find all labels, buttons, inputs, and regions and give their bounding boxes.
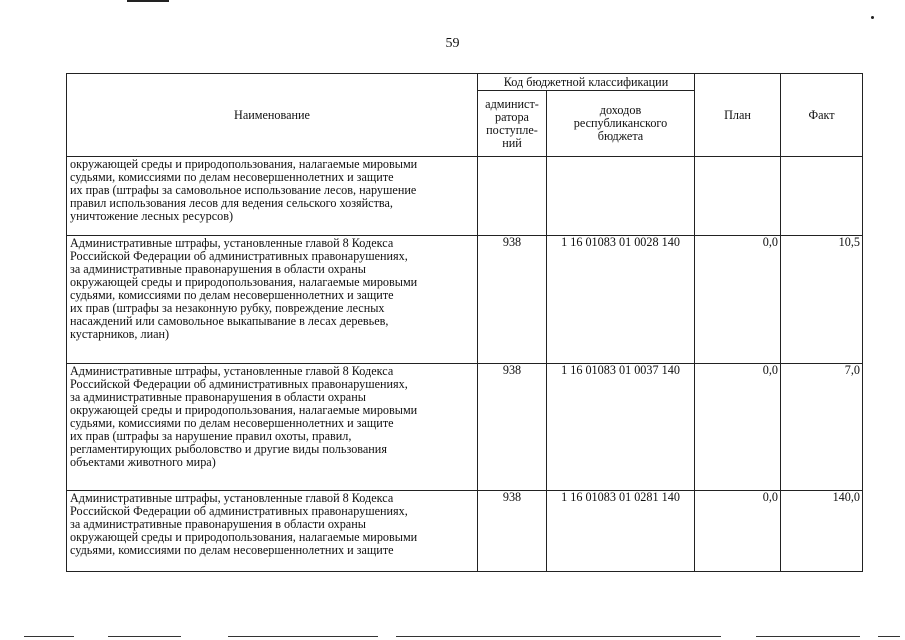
- header-fact: Факт: [781, 74, 863, 157]
- row-name: Административные штрафы, установленные главой 8 Кодекса Российской Федерации об административных правонарушениях, за административные правонарушения в области охраны окружающей среды и природопользования, налагаемые мировыми судьями, комиссиями по делам несовершеннолетних и защите их прав (штрафы за нарушение правил охоты, правил, регламентирующих рыболовство и другие виды пользования объектами животного мира): [67, 364, 478, 491]
- table-row: [67, 157, 863, 236]
- page-number: 59: [445, 36, 460, 51]
- row-name: Административные штрафы, установленные главой 8 Кодекса Российской Федерации об административных правонарушениях, за административные правонарушения в области охраны окружающей среды и природопользования, налагаемые мировыми судьями, комиссиями по делам несовершеннолетних и защите их прав (штрафы за незаконную рубку, повреждение лесных насаждений или самовольное выкапывание в лесах деревьев, кустарников, лиан): [67, 236, 478, 364]
- scan-rule: [396, 636, 721, 637]
- row-revenue-code: 1 16 01083 01 0037 140: [547, 364, 695, 491]
- row-fact: [781, 157, 863, 236]
- header-name: Наименование: [67, 74, 478, 157]
- row-revenue-code: [547, 157, 695, 236]
- scan-rule: [756, 636, 860, 637]
- scan-rule: [108, 636, 181, 637]
- table-row: [67, 491, 863, 572]
- scan-mark-dot: [871, 16, 874, 19]
- table-row: [67, 236, 863, 364]
- row-admin-code: 938: [478, 364, 547, 491]
- row-fact: 140,0: [781, 491, 863, 572]
- row-fact: 10,5: [781, 236, 863, 364]
- row-revenue-code: 1 16 01083 01 0028 140: [547, 236, 695, 364]
- row-plan: 0,0: [695, 364, 781, 491]
- row-fact: 7,0: [781, 364, 863, 491]
- scan-rule: [228, 636, 378, 637]
- row-revenue-code: 1 16 01083 01 0281 140: [547, 491, 695, 572]
- header-plan: План: [695, 74, 781, 157]
- scan-rule: [24, 636, 74, 637]
- row-admin-code: 938: [478, 491, 547, 572]
- scan-rule: [878, 636, 900, 637]
- row-plan: 0,0: [695, 491, 781, 572]
- row-name: окружающей среды и природопользования, налагаемые мировыми судьями, комиссиями по делам несовершеннолетних и защите их прав (штрафы за самовольное использование лесов, нарушение правил использования лесов для ведения сельского хозяйства, уничтожение лесных ресурсов): [67, 157, 478, 236]
- row-admin-code: 938: [478, 236, 547, 364]
- budget-table: [66, 73, 863, 572]
- table-row: [67, 364, 863, 491]
- header-revenues: доходов республиканского бюджета: [547, 91, 695, 157]
- header-budget-code: Код бюджетной классификации: [478, 74, 695, 91]
- row-plan: 0,0: [695, 236, 781, 364]
- row-plan: [695, 157, 781, 236]
- scan-mark-top: [127, 0, 169, 2]
- header-administrator: админист- ратора поступле- ний: [478, 91, 547, 157]
- row-admin-code: [478, 157, 547, 236]
- row-name: Административные штрафы, установленные главой 8 Кодекса Российской Федерации об административных правонарушениях, за административные правонарушения в области охраны окружающей среды и природопользования, налагаемые мировыми судьями, комиссиями по делам несовершеннолетних и защите: [67, 491, 478, 572]
